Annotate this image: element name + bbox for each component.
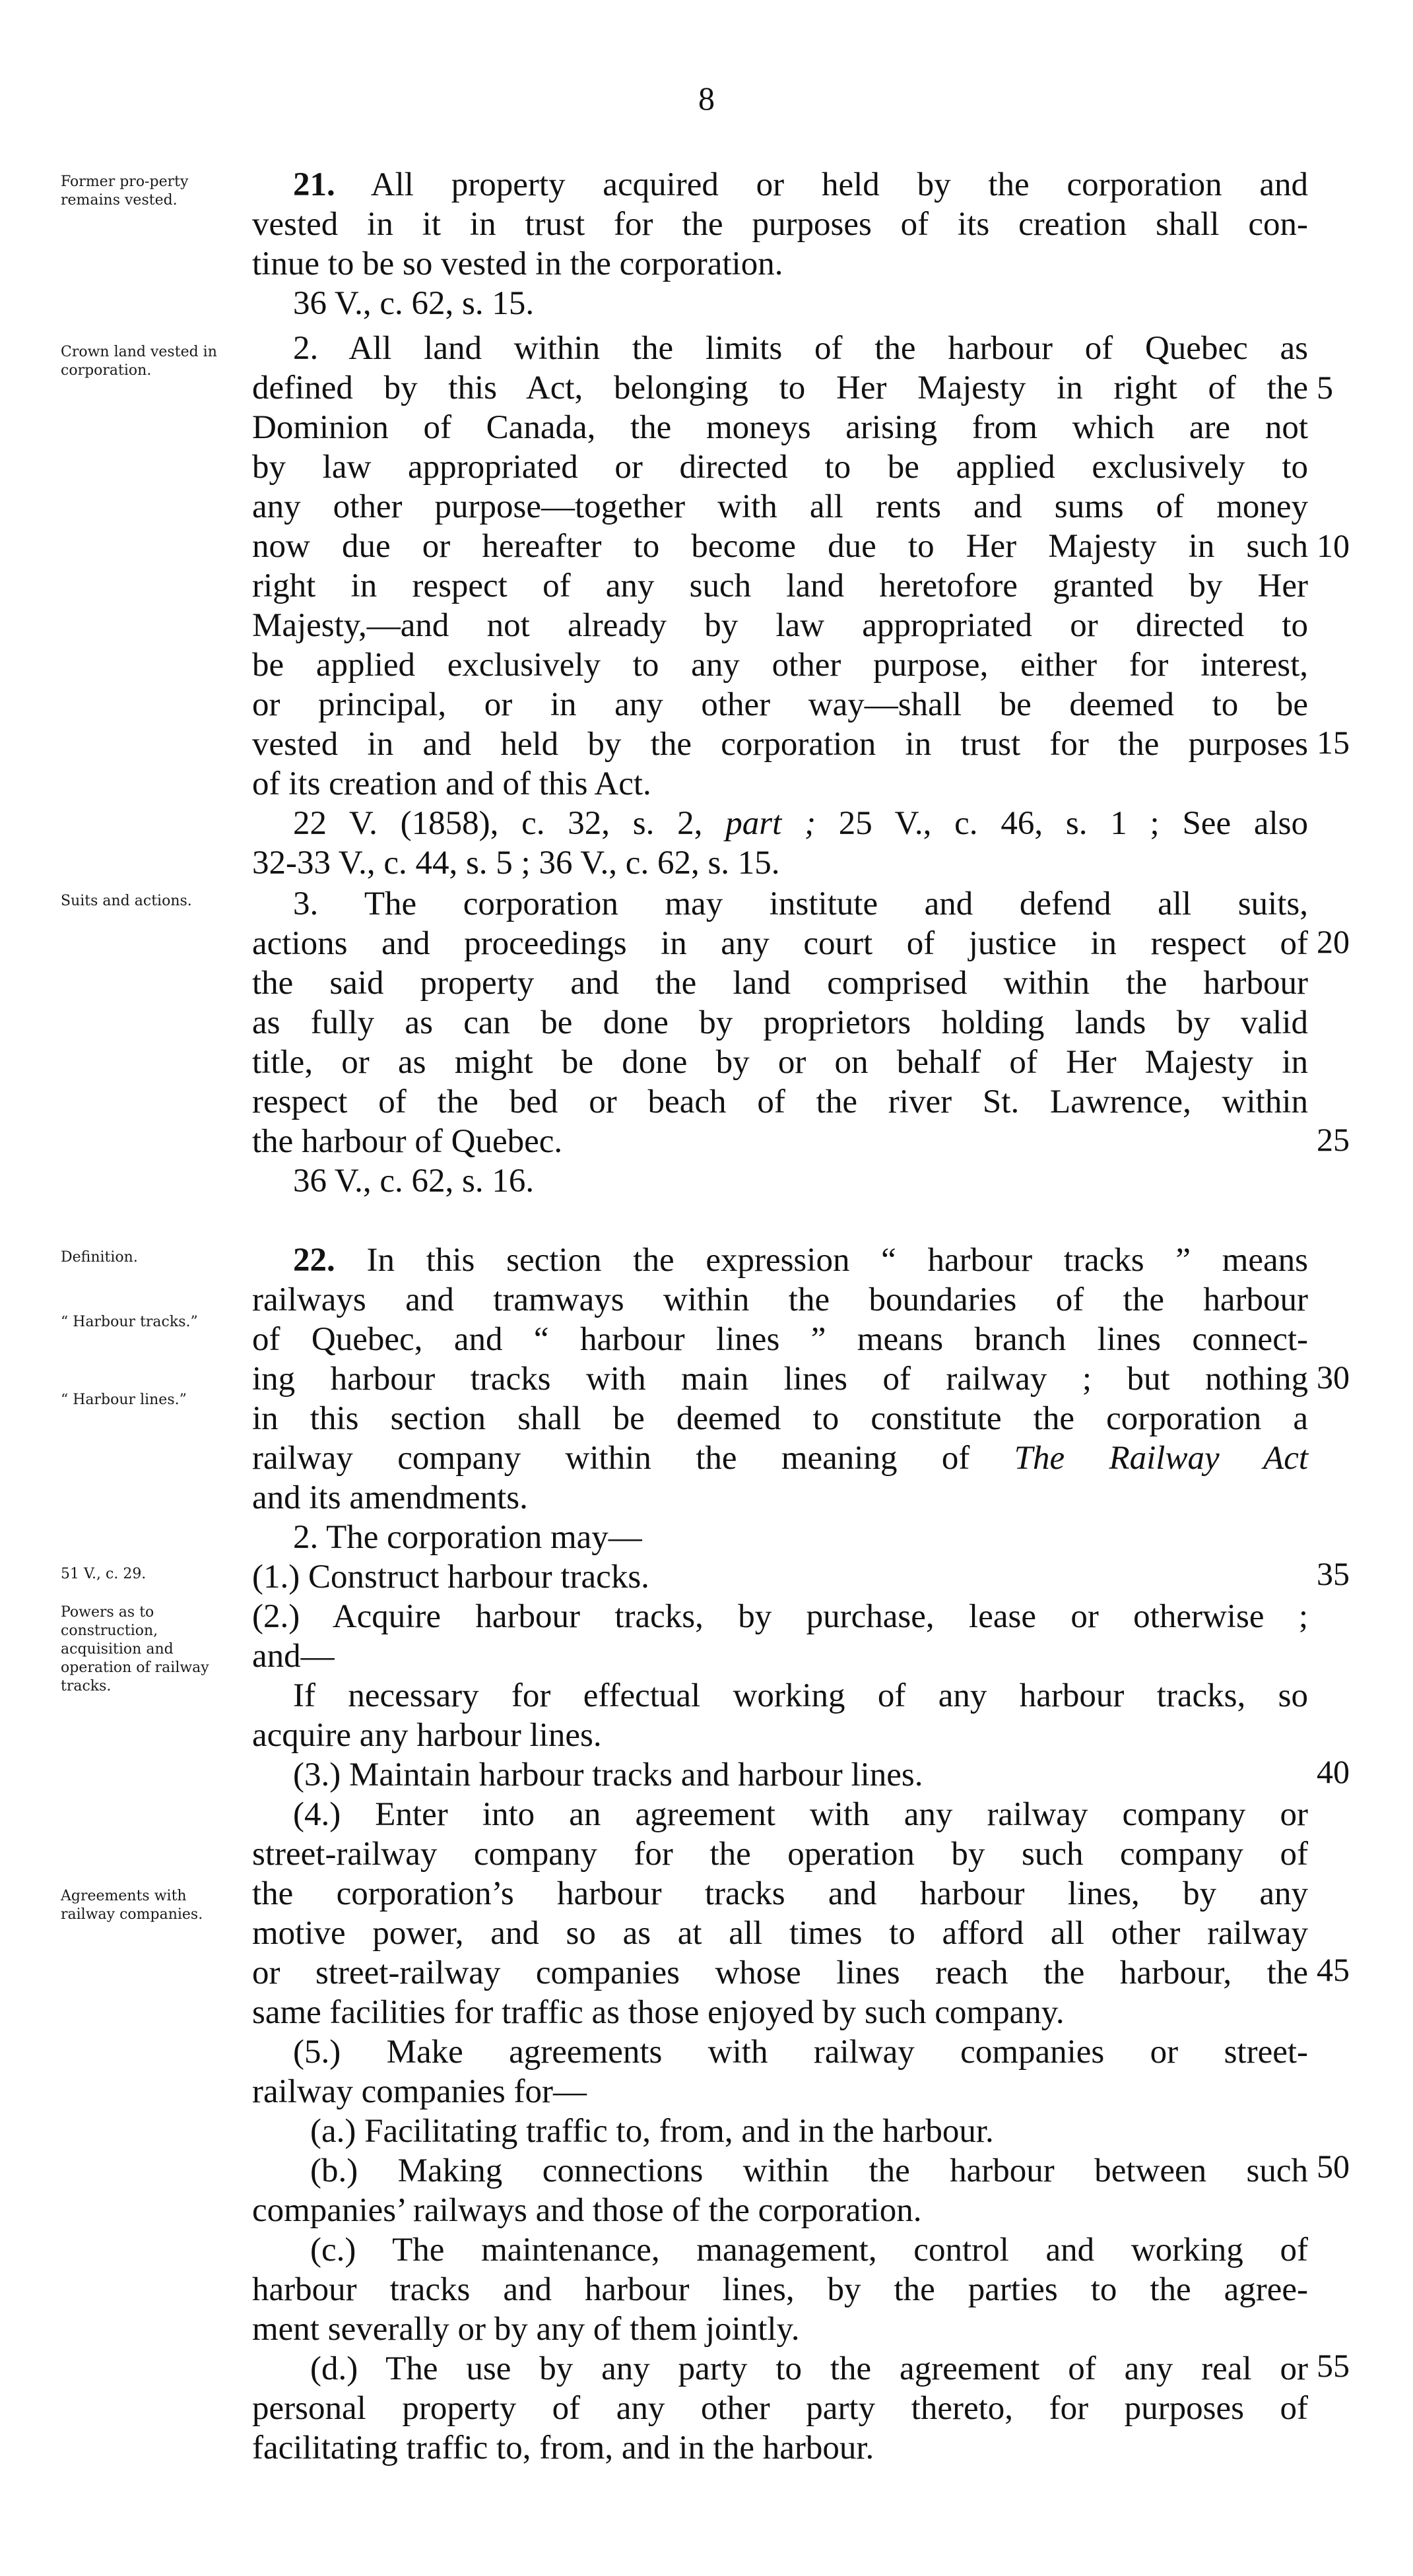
section-21-citation-2 xyxy=(293,804,1308,843)
section-22-line-4: ing harbour tracks with main lines of railway ; but nothing xyxy=(252,1361,1308,1398)
line-number-35: 35 xyxy=(1317,1555,1350,1592)
section-21-subsection-3-line-7: the harbour of Quebec. xyxy=(252,1123,563,1160)
item-c-line-1: (c.) The maintenance, management, control and working of xyxy=(310,2232,1308,2269)
section-21-subsection-3-line-4: as fully as can be done by proprietors holding lands by valid xyxy=(252,1004,1308,1041)
item-5-line-1: (5.) Make agreements with railway companies or street- xyxy=(293,2034,1308,2071)
citation-text: 22 V. (1858), c. 32, s. 2, xyxy=(293,805,703,842)
margin-note-suits: Suits and actions. xyxy=(61,893,192,909)
section-21-number: 21. xyxy=(293,166,335,203)
section-21-line-2: vested in it in trust for the purposes of its creation shall con- xyxy=(252,206,1308,243)
line-number-10: 10 xyxy=(1317,527,1350,564)
item-3: (3.) Maintain harbour tracks and harbour lines. xyxy=(293,1756,923,1793)
line-number-50: 50 xyxy=(1317,2148,1350,2185)
item-b-line-2: companies’ railways and those of the corporation. xyxy=(252,2192,922,2229)
section-21-subsection-2-line-7: right in respect of any such land heretofore granted by Her xyxy=(252,567,1308,604)
section-21-subsection-2-line-8: Majesty,—and not already by law appropriated or directed to xyxy=(252,607,1308,644)
item-c-line-3: ment severally or by any of them jointly. xyxy=(252,2311,800,2348)
item-4-line-2: street-railway company for the operation by such company of xyxy=(252,1836,1308,1873)
margin-note-agreements: Agreements with railway companies. xyxy=(61,1888,203,1923)
section-22-line-1 xyxy=(293,1240,1308,1280)
section-21-citation-3: 36 V., c. 62, s. 16. xyxy=(293,1163,535,1200)
line-number-55: 55 xyxy=(1317,2347,1350,2384)
section-21-subsection-2-line-4: by law appropriated or directed to be applied exclusively to xyxy=(252,449,1308,486)
section-21-subsection-3-line-1: 3. The corporation may institute and defend all suits, xyxy=(293,886,1308,922)
line-number-15: 15 xyxy=(1317,724,1350,761)
section-22-line-3: of Quebec, and “ harbour lines ” means branch lines connect- xyxy=(252,1321,1308,1358)
section-21-citation-1: 36 V., c. 62, s. 15. xyxy=(293,285,535,322)
section-21-line-1 xyxy=(293,165,1308,205)
section-21-citation-2-line-2: 32-33 V., c. 44, s. 5 ; 36 V., c. 62, s. 15. xyxy=(252,845,780,882)
section-21-subsection-2-line-10: or principal, or in any other way—shall be deemed to be xyxy=(252,686,1308,723)
section-21-subsection-3-line-5: title, or as might be done by or on behalf of Her Majesty in xyxy=(252,1044,1308,1081)
section-21-text: All property acquired or held by the corporation and xyxy=(370,166,1309,203)
section-22-line-5: in this section shall be deemed to constitute the corporation a xyxy=(252,1400,1308,1437)
line-number-5: 5 xyxy=(1317,369,1333,406)
section-22-line-6 xyxy=(252,1438,1308,1478)
item-2-line-2: and— xyxy=(252,1638,335,1675)
item-c-line-2: harbour tracks and harbour lines, by the parties to the agree- xyxy=(252,2271,1308,2308)
section-21-line-3: tinue to be so vested in the corporation. xyxy=(252,245,783,282)
item-4-line-1: (4.) Enter into an agreement with any railway company or xyxy=(293,1796,1308,1833)
line-number-40: 40 xyxy=(1317,1753,1350,1790)
margin-note-harbour-lines: “ Harbour lines.” xyxy=(61,1392,187,1408)
page-number: 8 xyxy=(698,80,715,117)
section-22-line-2: railways and tramways within the boundaries of the harbour xyxy=(252,1281,1308,1318)
margin-note-harbour-tracks: “ Harbour tracks.” xyxy=(61,1314,198,1330)
section-21-subsection-2-line-9: be applied exclusively to any other purpose, either for interest, xyxy=(252,647,1308,684)
item-4-line-3: the corporation’s harbour tracks and harbour lines, by any xyxy=(252,1875,1308,1912)
item-1: (1.) Construct harbour tracks. xyxy=(252,1559,649,1595)
item-4-line-5: or street-railway companies whose lines reach the harbour, the xyxy=(252,1954,1308,1991)
section-22-text: In this section the expression “ harbour tracks ” means xyxy=(366,1242,1308,1279)
section-21-subsection-2-line-6: now due or hereafter to become due to Her Majesty in such xyxy=(252,528,1308,565)
section-21-subsection-3-line-2: actions and proceedings in any court of justice in respect of xyxy=(252,925,1308,962)
item-2-line-3: If necessary for effectual working of any harbour tracks, so xyxy=(293,1677,1308,1714)
section-22-line-7: and its amendments. xyxy=(252,1479,528,1516)
item-a: (a.) Facilitating traffic to, from, and in the harbour. xyxy=(310,2113,994,2150)
section-21-subsection-2-line-11: vested in and held by the corporation in trust for the purposes xyxy=(252,726,1308,763)
line-number-30: 30 xyxy=(1317,1359,1350,1396)
line-number-45: 45 xyxy=(1317,1951,1350,1988)
item-d-line-1: (d.) The use by any party to the agreement of any real or xyxy=(310,2350,1308,2387)
item-4-line-4: motive power, and so as at all times to afford all other railway xyxy=(252,1915,1308,1952)
item-4-line-6: same facilities for traffic as those enjoyed by such company. xyxy=(252,1994,1065,2031)
section-21-subsection-2-line-3: Dominion of Canada, the moneys arising from which are not xyxy=(252,409,1308,446)
item-b-line-1: (b.) Making connections within the harbour between such xyxy=(310,2152,1308,2189)
section-22-subsection-2: 2. The corporation may— xyxy=(293,1519,642,1556)
margin-note-powers: Powers as to construction, acquisition and operation of railway tracks. xyxy=(61,1604,209,1694)
section-21-subsection-2-line-5: any other purpose—together with all rents and sums of money xyxy=(252,488,1308,525)
item-d-line-2: personal property of any other party thereto, for purposes of xyxy=(252,2390,1308,2427)
section-21-subsection-2-line-2: defined by this Act, belonging to Her Majesty in right of the xyxy=(252,370,1308,406)
section-22-number: 22. xyxy=(293,1242,335,1279)
section-22-text: railway company within the meaning of xyxy=(252,1440,970,1477)
line-number-20: 20 xyxy=(1317,923,1350,960)
act-title: The Railway Act xyxy=(1014,1440,1308,1477)
section-21-subsection-3-line-3: the said property and the land comprised within the harbour xyxy=(252,965,1308,1002)
section-21-subsection-2-line-1: 2. All land within the limits of the harbour of Quebec as xyxy=(293,330,1308,367)
section-21-subsection-2-line-12: of its creation and of this Act. xyxy=(252,765,651,802)
section-21-subsection-3-line-6: respect of the bed or beach of the river St. Lawrence, within xyxy=(252,1083,1308,1120)
citation-text: 25 V., c. 46, s. 1 ; See also xyxy=(838,805,1309,842)
item-d-line-3: facilitating traffic to, from, and in the harbour. xyxy=(252,2430,874,2466)
margin-note-statute-ref: 51 V., c. 29. xyxy=(61,1566,147,1582)
citation-part: part ; xyxy=(725,805,816,842)
margin-note-crown-land: Crown land vested in corporation. xyxy=(61,344,217,379)
item-2-line-4: acquire any harbour lines. xyxy=(252,1717,602,1754)
item-2-line-1: (2.) Acquire harbour tracks, by purchase, lease or otherwise ; xyxy=(252,1598,1308,1635)
line-number-25: 25 xyxy=(1317,1121,1350,1158)
margin-note-definition: Definition. xyxy=(61,1249,138,1266)
margin-note-former-property: Former pro-perty remains vested. xyxy=(61,174,189,209)
item-5-line-2: railway companies for— xyxy=(252,2073,587,2110)
